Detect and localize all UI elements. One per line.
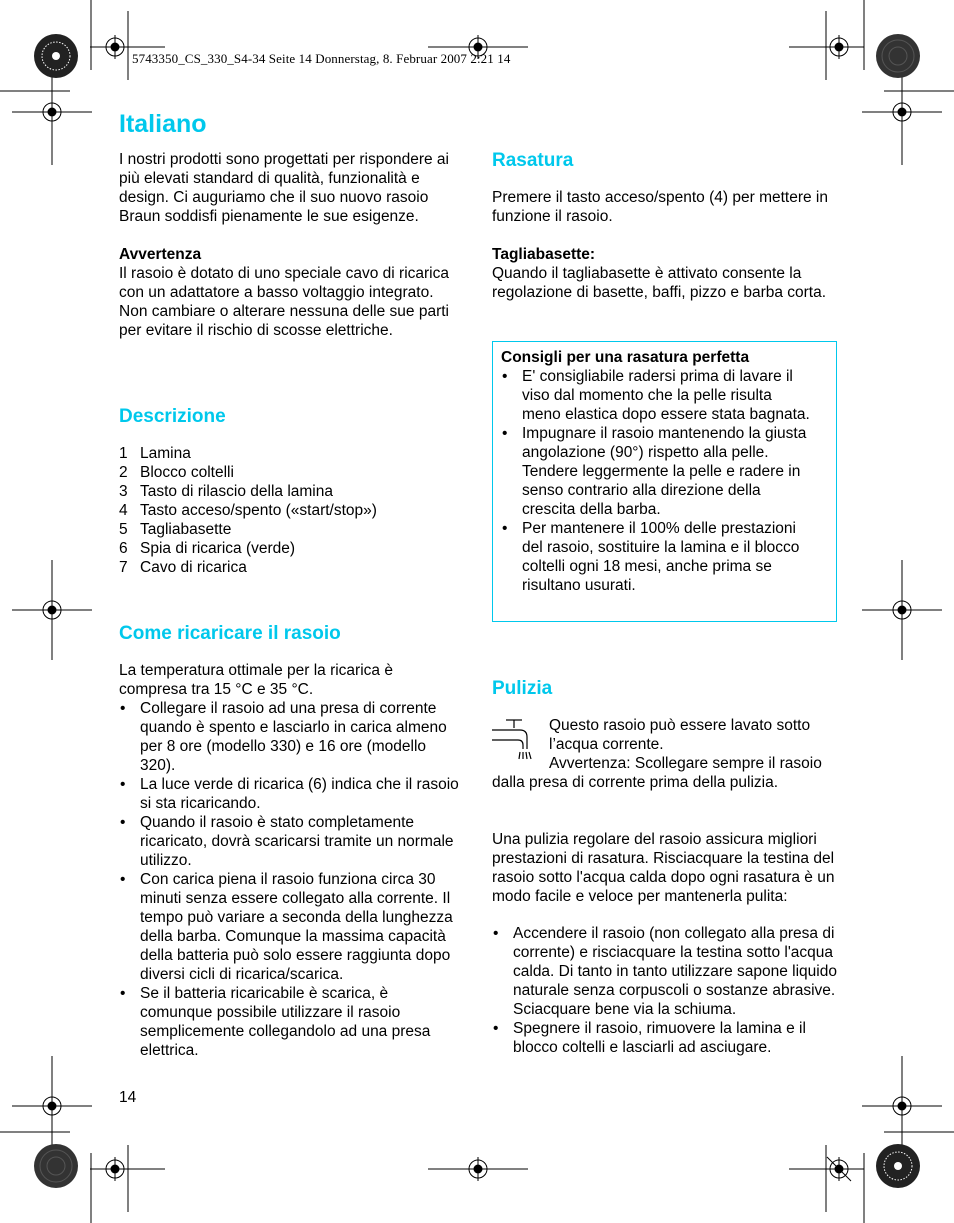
cleaning-heading: Pulizia [492,678,553,699]
list-item: • Collegare il rasoio ad una presa di corrente quando è spento e lasciarlo in carica almeno per 8 ore (modello 330) e 16 ore (modello 320). [119,699,464,775]
item-number: 6 [119,540,128,557]
tips-list [501,367,811,595]
list-item [119,463,464,482]
list-item: • Se il batteria ricaricabile è scarica, è comunque possibile utilizzare il rasoio semplicemente collegandolo ad una presa elettrica. [119,984,464,1060]
intro-paragraph: I nostri prodotti sono progettati per rispondere ai più elevati standard di qualità, funzionalità e design. Ci auguriamo che il suo nuovo rasoio Braun soddisfi pienamente le sue esigenze. [119,151,449,225]
cleaning-list [492,924,837,1057]
list-item [119,558,464,577]
cleaning-warning: Avvertenza: Scollegare sempre il rasoio dalla presa di corrente prima della pulizia. [492,755,822,791]
list-item: • La luce verde di ricarica (6) indica che il rasoio si sta ricaricando. [119,775,464,813]
trimmer-heading: Tagliabasette: [492,246,596,263]
list-item: • Quando il rasoio è stato completamente ricaricato, dovrà scaricarsi tramite un normale utilizzo. [119,813,464,870]
item-label: Lamina [140,445,191,462]
cleaning-text: Una pulizia regolare del rasoio assicura migliori prestazioni di rasatura. Risciacquare la testina del rasoio sotto l'acqua calda dopo ogni rasatura è un modo facile e veloce per mantenerla pulita: [492,831,835,905]
item-number: 1 [119,445,128,462]
item-number: 2 [119,464,128,481]
shaving-text: Premere il tasto acceso/spento (4) per mettere in funzione il rasoio. [492,189,828,225]
description-list [119,444,464,577]
description-heading: Descrizione [119,406,226,427]
list-item: • Spegnere il rasoio, rimuovere la lamina e il blocco coltelli e lasciarli ad asciugare. [492,1019,837,1057]
item-number: 3 [119,483,128,500]
item-label: Spia di ricarica (verde) [140,540,296,557]
list-item [119,539,464,558]
list-item: • Con carica piena il rasoio funziona circa 30 minuti senza essere collegato alla corrente. Il tempo può variare a seconda della lunghezza della barba. Comunque la massima capacità della batteria può solo essere raggiunta dopo diversi cicli di ricarica/scarica. [119,870,464,984]
item-label: Cavo di ricarica [140,559,247,576]
tips-box [492,341,837,622]
trimmer-text: Quando il tagliabasette è attivato consente la regolazione di basette, baffi, pizzo e barba corta. [492,265,827,301]
list-item [119,444,464,463]
shaving-heading: Rasatura [492,150,574,171]
tips-heading: Consigli per una rasatura perfetta [501,349,750,366]
list-item [119,482,464,501]
item-label: Tagliabasette [140,521,232,538]
item-number: 5 [119,521,128,538]
page-title: Italiano [119,110,207,138]
list-item [119,501,464,520]
list-item [119,520,464,539]
charging-intro: La temperatura ottimale per la ricarica è compresa tra 15 °C e 35 °C. [119,662,393,698]
list-item: • Per mantenere il 100% delle prestazioni del rasoio, sostituire la lamina e il blocco coltelli ogni 18 mesi, anche prima se risultano usurati. [501,519,811,595]
item-number: 4 [119,502,128,519]
item-label: Tasto acceso/spento («start/stop») [140,502,377,519]
item-label: Tasto di rilascio della lamina [140,483,333,500]
charging-heading: Come ricaricare il rasoio [119,623,341,644]
print-header: 5743350_CS_330_S4-34 Seite 14 Donnerstag, 8. Februar 2007 2:21 14 [132,51,511,66]
item-label: Blocco coltelli [140,464,234,481]
cleaning-washable: Questo rasoio può essere lavato sotto l’acqua corrente. [549,717,811,753]
page-number: 14 [119,1089,137,1106]
warning-text: Il rasoio è dotato di uno speciale cavo di ricarica con un adattatore a basso voltaggio integrato. Non cambiare o alterare nessuna delle sue parti per evitare il rischio di scosse elettriche. [119,265,449,339]
list-item: • Impugnare il rasoio mantenendo la giusta angolazione (90°) rispetto alla pelle. Tendere leggermente la pelle e radere in senso contrario alla direzione della crescita della barba. [501,424,811,519]
warning-heading: Avvertenza [119,246,202,263]
item-number: 7 [119,559,128,576]
list-item: • Accendere il rasoio (non collegato alla presa di corrente) e risciacquare la testina sotto l'acqua calda. Di tanto in tanto utilizzare sapone liquido naturale senza corpuscoli o sostanze abrasive. Sciacquare bene via la schiuma. [492,924,837,1019]
charging-list [119,699,464,1060]
list-item: • E' consigliabile radersi prima di lavare il viso dal momento che la pelle risulta meno elastica dopo essere stata bagnata. [501,367,811,424]
